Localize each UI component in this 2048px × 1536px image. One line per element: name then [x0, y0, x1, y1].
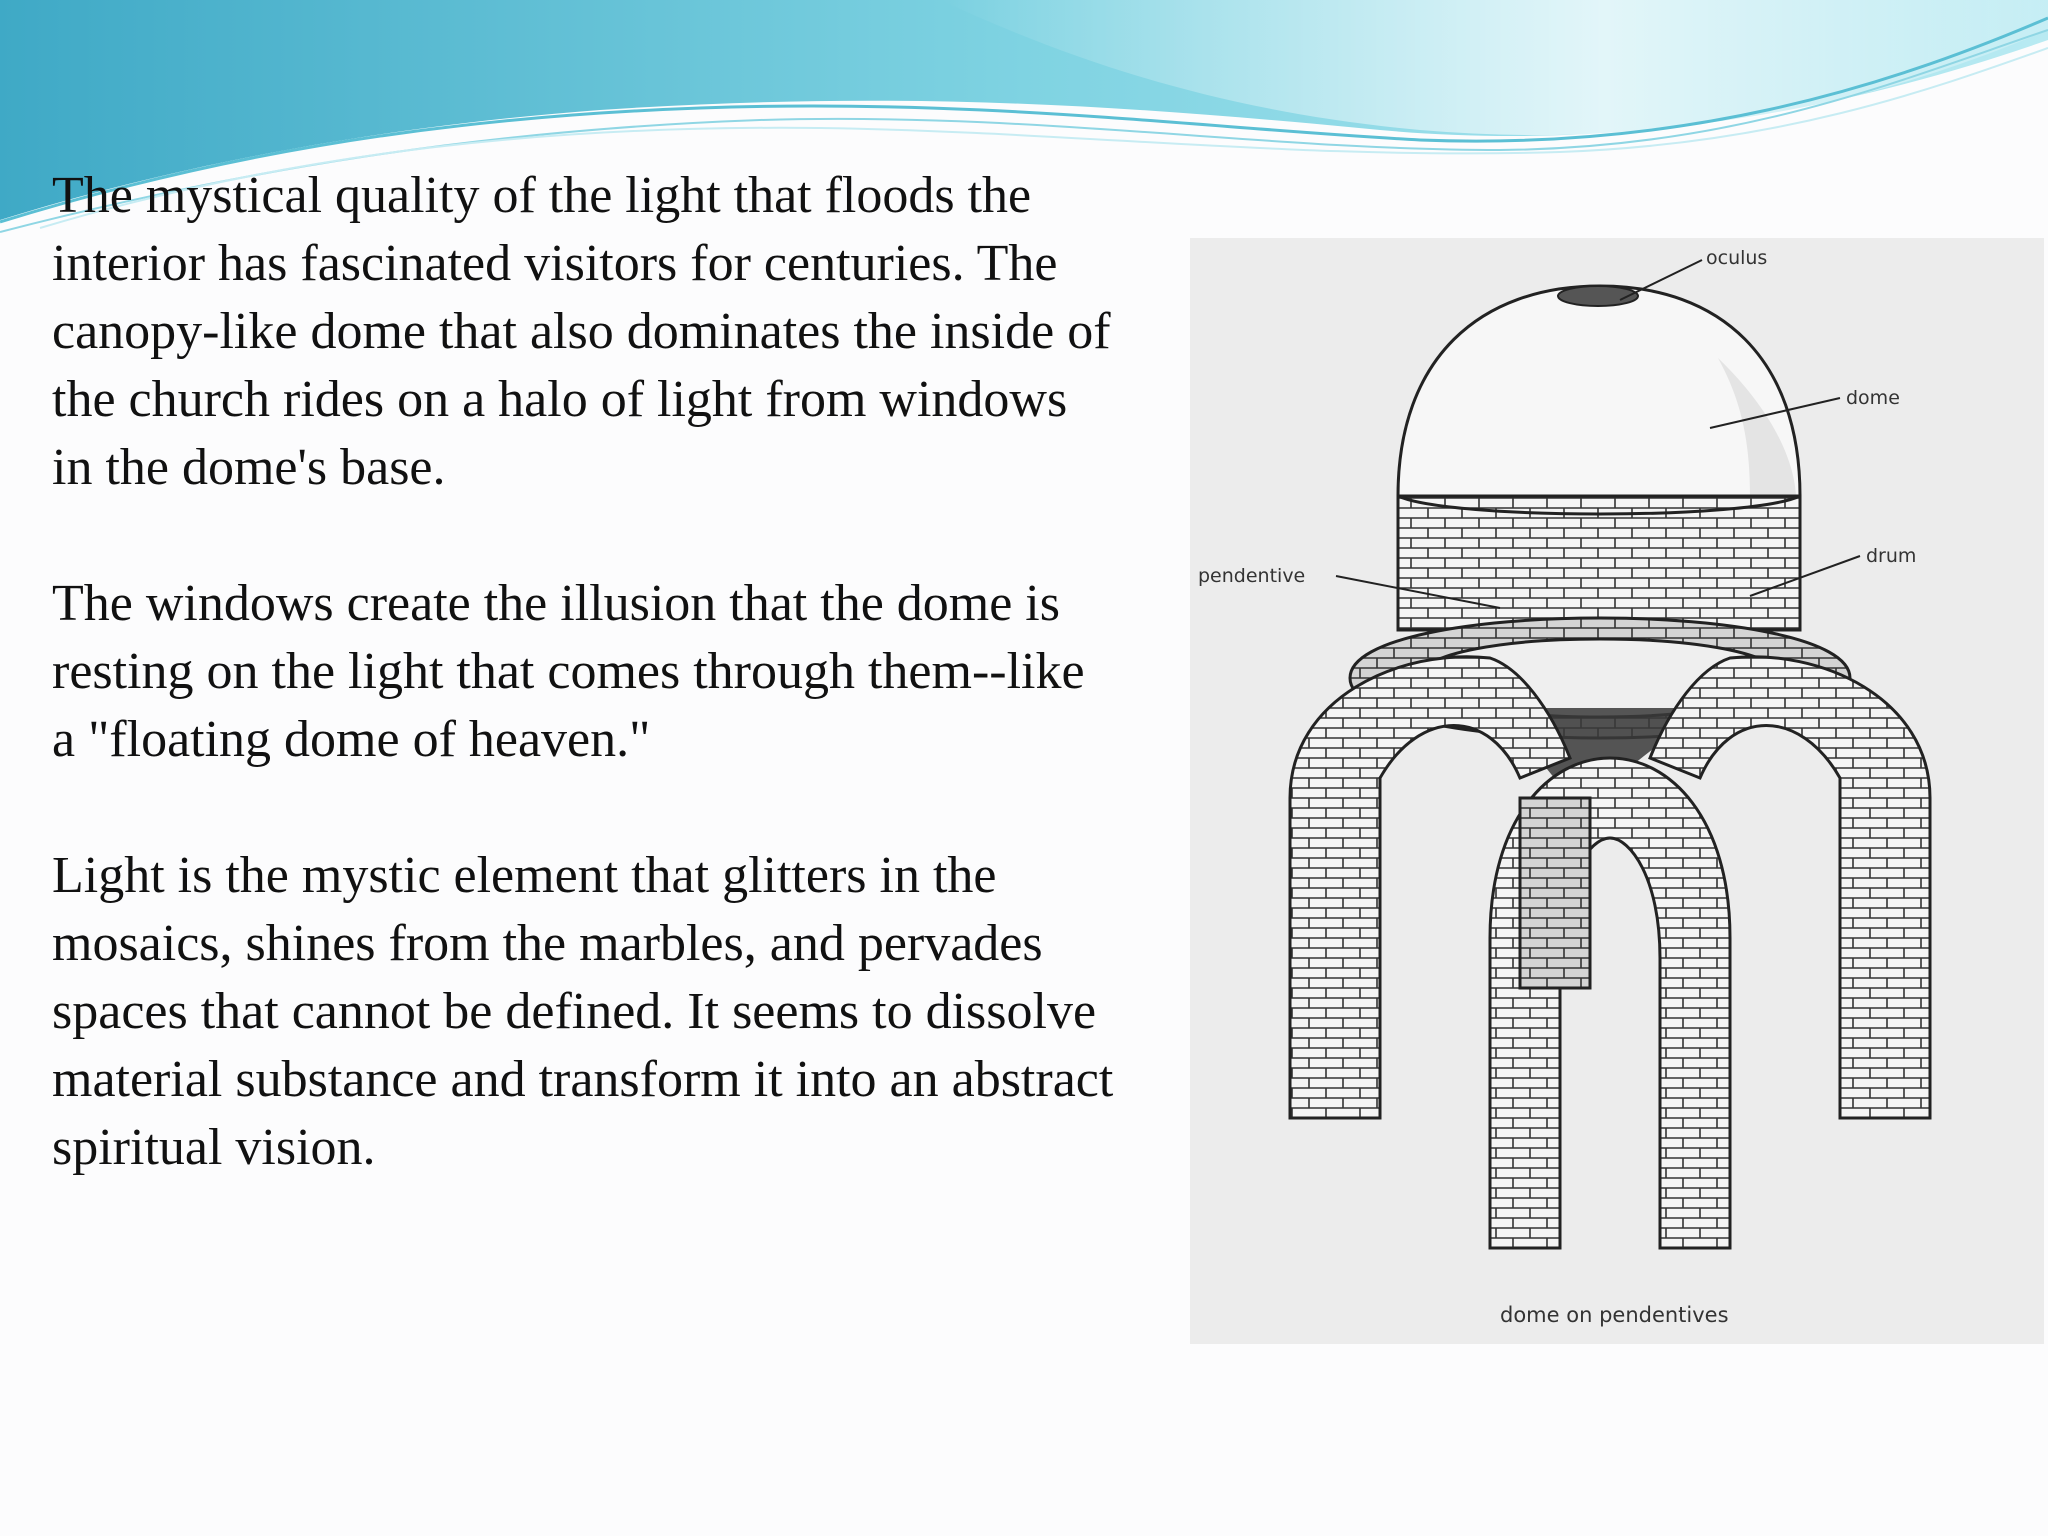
label-drum: drum	[1866, 545, 1917, 567]
dome-diagram	[1190, 238, 2044, 1344]
pier-back	[1520, 798, 1590, 988]
paragraph-3: Light is the mystic element that glitters in the mosaics, shines from the marbles, and pervades spaces that cannot be defined. It seems to dissolve material substance and transform it into an abstract spiritual vision.	[52, 847, 1114, 1176]
figure-caption: dome on pendentives	[1500, 1303, 1729, 1327]
body-text	[52, 162, 1212, 1250]
paragraph-1: The mystical quality of the light that floods the interior has fascinated visitors for centuries. The canopy-like dome that also dominates the inside of the church rides on a halo of light from windows in the dome's base.	[52, 167, 1111, 496]
label-oculus: oculus	[1706, 247, 1768, 269]
dome-on-pendentives-figure	[1190, 238, 2044, 1344]
drum-shape	[1398, 496, 1800, 630]
paragraph-2: The windows create the illusion that the dome is resting on the light that comes through them--like a "floating dome of heaven."	[52, 575, 1085, 768]
label-dome: dome	[1846, 387, 1900, 409]
label-pendentive: pendentive	[1198, 565, 1306, 587]
